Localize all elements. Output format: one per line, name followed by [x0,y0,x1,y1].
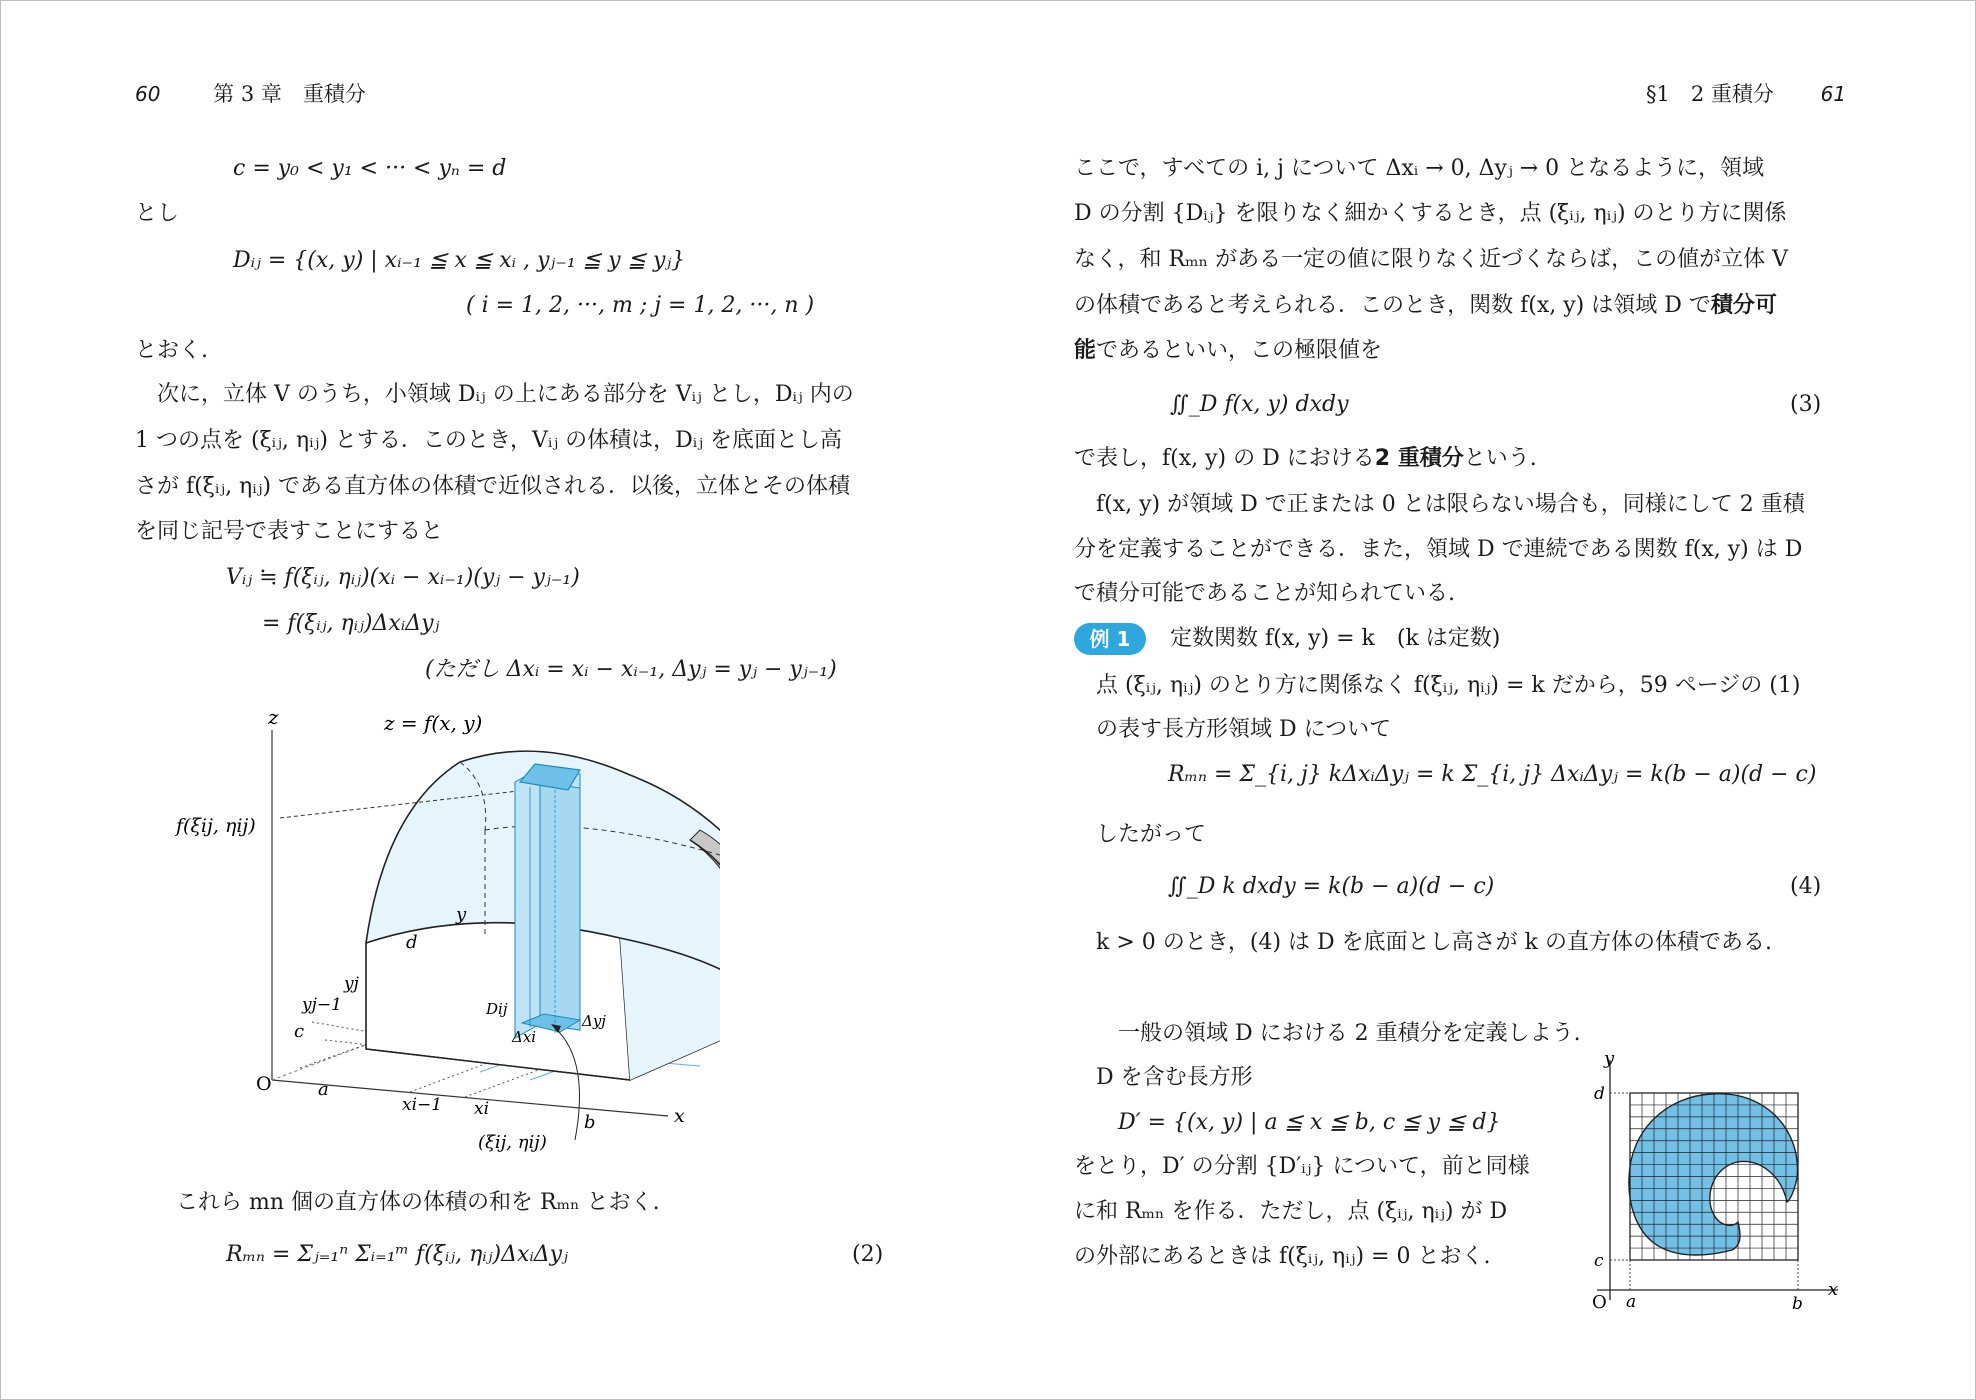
section-title: §1 2 重積分 [1646,82,1774,106]
text-line: 点 (ξᵢⱼ, ηᵢⱼ) のとり方に関係なく f(ξᵢⱼ, ηᵢⱼ) = k だから，59 ページの (1) [1096,673,1801,698]
text-span: で表し，f(x, y) の D における [1074,446,1375,471]
text-line: さが f(ξᵢⱼ, ηᵢⱼ) である直方体の体積で近似される．以後，立体とその体積 [135,474,851,499]
label-b: b [584,1112,596,1133]
eq-constant-integral: ∬_D k dxdy = k(b − a)(d − c) [1168,874,1495,899]
label-origin: O [256,1073,272,1095]
page-number-left: 60 [135,82,161,106]
page-number-right: 61 [1820,82,1847,106]
text-line: したがって [1096,822,1207,847]
equation-number-4: (4) [1790,874,1822,899]
text-line: ここで，すべての i, j について Δxᵢ → 0, Δyⱼ → 0 となるように，領域 [1074,156,1765,181]
label-d: d [1594,1084,1605,1104]
label-fvalue: f(ξij, ηij) [176,815,256,837]
example-badge: 例 1 [1074,623,1146,655]
eq-double-integral: ∬_D f(x, y) dxdy [1170,392,1349,417]
text-line: 一般の領域 D における 2 重積分を定義しよう. [1096,1021,1581,1046]
text-line: の表す長方形領域 D について [1096,717,1392,742]
text-line: なく，和 Rₘₙ がある一定の値に限りなく近づくならば，この値が立体 V [1074,247,1789,272]
text-line: D を含む長方形 [1096,1065,1253,1090]
label-a: a [318,1079,329,1100]
example-title: 定数関数 f(x, y) = k (k は定数) [1170,626,1501,651]
eq-rmn-sum: Rₘₙ = Σⱼ₌₁ⁿ Σᵢ₌₁ᵐ f(ξᵢⱼ, ηᵢⱼ)ΔxᵢΔyⱼ [226,1242,568,1267]
text-line: f(x, y) が領域 D で正または 0 とは限らない場合も，同様にして 2 重積 [1074,492,1805,517]
label-xi-minus-1: xi−1 [402,1095,443,1115]
text-line: これら mn 個の直方体の体積の和を Rₘₙ とおく. [154,1190,660,1215]
label-yj-minus-1: yj−1 [302,995,342,1015]
figure-region-grid [1592,1050,1852,1320]
text-line: とし [135,201,180,226]
chapter-title: 第 3 章 重積分 [213,82,366,106]
text-span: という. [1463,446,1537,471]
text-line [1074,444,1537,474]
label-delta-xi: Δxi [512,1028,537,1046]
term-integrable-cont: 能 [1074,338,1097,363]
label-b: b [1792,1294,1803,1314]
term-double-integral: 2 重積分 [1374,446,1464,471]
label-x-axis: x [1828,1279,1839,1300]
left-header [135,78,366,108]
right-page [988,0,1976,1400]
text-line: の外部にあるときは f(ξᵢⱼ, ηᵢⱼ) = 0 とおく. [1074,1244,1491,1269]
label-c: c [1594,1251,1604,1271]
text-line: 1 つの点を (ξᵢⱼ, ηᵢⱼ) とする．このとき，Vᵢⱼ の体積は，Dᵢⱼ を底面とし高 [135,428,843,453]
label-d: d [406,932,418,953]
text-line: 分を定義することができる．また，領域 D で連続である関数 f(x, y) は D [1074,537,1803,562]
text-line: を同じ記号で表すことにすると [135,519,444,544]
text-line: をとり，D′ の分割 {D′ᵢⱼ} について，前と同様 [1074,1154,1530,1179]
text-line: とおく. [135,338,208,363]
text-line: k > 0 のとき，(4) は D を底面とし高さが k の直方体の体積である. [1096,930,1772,955]
text-span: の体積であると考えられる．このとき，関数 f(x, y) は領域 D で [1074,293,1711,318]
label-z-axis: z [268,705,279,729]
label-yj: yj [344,974,359,994]
label-dij: Dij [486,1000,508,1018]
eq-dij-definition: Dᵢⱼ = {(x, y) | xᵢ₋₁ ≦ x ≦ xᵢ , yⱼ₋₁ ≦ y ≦ yⱼ} [233,248,686,273]
label-a: a [1626,1292,1637,1312]
eq-partition-y: c = y₀ < y₁ < ··· < yₙ = d [233,156,507,181]
right-header [1646,78,1846,108]
eq-rmn-constant: Rₘₙ = Σ_{i, j} kΔxᵢΔyⱼ = k Σ_{i, j} ΔxᵢΔyⱼ = k(b − a)(d − c) [1168,762,1817,787]
label-origin: O [1592,1292,1607,1313]
label-delta-yj: Δyj [582,1012,606,1030]
eq-delta-definition: (ただし Δxᵢ = xᵢ − xᵢ₋₁, Δyⱼ = yⱼ − yⱼ₋₁) [425,657,837,682]
equation-number-3: (3) [1790,392,1822,417]
term-integrable: 積分可 [1710,293,1777,318]
figure-volume-3d [160,700,720,1160]
label-xi: xi [474,1099,490,1119]
eq-index-range: ( i = 1, 2, ···, m ; j = 1, 2, ···, n ) [466,293,815,318]
label-c: c [294,1021,305,1042]
eq-vij-delta: = f(ξᵢⱼ, ηᵢⱼ)ΔxᵢΔyⱼ [262,611,440,636]
text-line: に和 Rₘₙ を作る．ただし，点 (ξᵢⱼ, ηᵢⱼ) が D [1074,1199,1508,1224]
label-surface: z = f(x, y) [384,711,483,735]
label-x-axis: x [674,1105,685,1127]
eq-vij-approx: Vᵢⱼ ≒ f(ξᵢⱼ, ηᵢⱼ)(xᵢ − xᵢ₋₁)(yⱼ − yⱼ₋₁) [226,565,580,590]
label-y-axis: y [1604,1050,1615,1069]
label-y-axis: y [456,904,467,925]
text-line [1074,336,1382,366]
text-line: 次に，立体 V のうち，小領域 Dᵢⱼ の上にある部分を Vᵢⱼ とし，Dᵢⱼ 内の [135,382,854,407]
label-point: (ξij, ηij) [478,1132,547,1153]
text-line: D の分割 {Dᵢⱼ} を限りなく細かくするとき，点 (ξᵢⱼ, ηᵢⱼ) のとり方に関係 [1074,201,1787,226]
eq-rectangle-dprime: D′ = {(x, y) | a ≦ x ≦ b, c ≦ y ≦ d} [1118,1110,1501,1135]
text-line [1074,291,1777,321]
text-line: で積分可能であることが知られている. [1074,581,1455,606]
text-span: であるといい，この極限値を [1096,338,1383,363]
equation-number-2: (2) [852,1242,884,1267]
